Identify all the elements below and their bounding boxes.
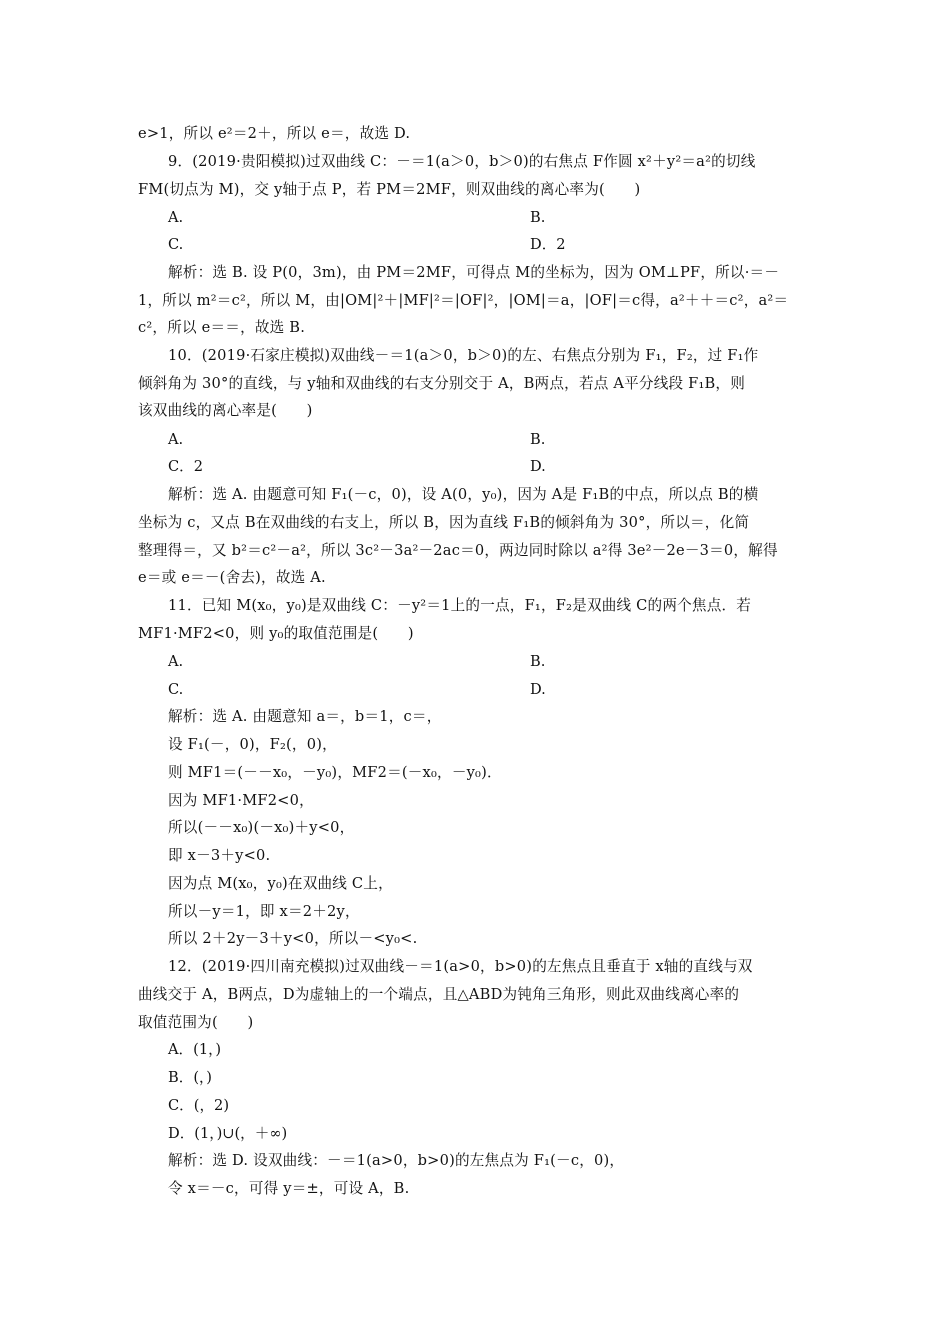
text-line: 倾斜角为 30°的直线，与 y轴和双曲线的右支分别交于 A，B两点，若点 A平分线段 F₁B，则 <box>138 375 746 392</box>
text-line: 即 x－3＋y<0. <box>168 847 271 864</box>
text-line: FM(切点为 M)，交 y轴于点 P，若 PM＝2MF，则双曲线的离心率为( ) <box>138 181 641 198</box>
text-line: 所以 2＋2y－3＋y<0，所以－<y₀<. <box>168 930 418 947</box>
text-line: 设 F₁(－，0)，F₂(，0)， <box>168 736 337 753</box>
option-b: B. <box>530 431 546 448</box>
text-line: 曲线交于 A，B两点，D为虚轴上的一个端点，且△ABD为钝角三角形，则此双曲线离心率的 <box>138 986 740 1003</box>
question-9-stem: 9．(2019·贵阳模拟)过双曲线 C：－＝1(a＞0，b＞0)的右焦点 F作圆 x²＋y²＝a²的切线 <box>168 153 756 170</box>
option-a: A．(1，) <box>168 1041 222 1058</box>
option-b: B. <box>530 209 546 226</box>
option-c: C. <box>168 681 184 698</box>
solution-9: 解析：选 B. 设 P(0，3m)，由 PM＝2MF，可得点 M的坐标为，因为 OM⊥PF，所以·＝－ <box>168 264 780 281</box>
text-line: c²，所以 e＝＝，故选 B. <box>138 319 306 336</box>
option-c: C．2 <box>168 458 204 475</box>
text-line: 因为 MF1·MF2<0， <box>168 792 314 809</box>
solution-10: 解析：选 A. 由题意可知 F₁(－c，0)，设 A(0，y₀)，因为 A是 F₁B的中点，所以点 B的横 <box>168 486 759 503</box>
option-d: D．(1，)∪(，＋∞) <box>168 1125 288 1142</box>
option-d: D．2 <box>530 236 566 253</box>
option-a: A. <box>168 431 184 448</box>
text-line: e＝或 e＝－(舍去)，故选 A. <box>138 569 326 586</box>
question-10-stem: 10．(2019·石家庄模拟)双曲线－＝1(a＞0，b＞0)的左、右焦点分别为 F₁，F₂，过 F₁作 <box>168 347 759 364</box>
text-line: 令 x＝－c，可得 y＝±，可设 A，B. <box>168 1180 410 1197</box>
text-line: 1，所以 m²＝c²，所以 M，由|OM|²＋|MF|²＝|OF|²，|OM|＝a，|OF|＝c得，a²＋＋＝c²，a²＝ <box>138 292 789 309</box>
option-c: C. <box>168 236 184 253</box>
option-b: B. <box>530 653 546 670</box>
text-line: 因为点 M(x₀，y₀)在双曲线 C上， <box>168 875 393 892</box>
solution-11: 解析：选 A. 由题意知 a＝，b＝1，c＝， <box>168 708 442 725</box>
option-a: A. <box>168 209 184 226</box>
option-c: C．(，2) <box>168 1097 230 1114</box>
option-b: B．(，) <box>168 1069 212 1086</box>
text-line: e>1，所以 e²＝2＋，所以 e＝，故选 D. <box>138 125 411 142</box>
text-line: 则 MF1＝(－－x₀，－y₀)，MF2＝(－x₀，－y₀)． <box>168 764 502 781</box>
text-line: 所以－y＝1，即 x＝2＋2y， <box>168 903 360 920</box>
text-line: 该双曲线的离心率是( ) <box>138 402 313 419</box>
text-line: 取值范围为( ) <box>138 1014 254 1031</box>
text-line: MF1·MF2<0，则 y₀的取值范围是( ) <box>138 625 414 642</box>
solution-12: 解析：选 D. 设双曲线：－＝1(a>0，b>0)的左焦点为 F₁(－c，0)， <box>168 1152 625 1169</box>
option-d: D. <box>530 681 546 698</box>
text-line: 坐标为 c，又点 B在双曲线的右支上，所以 B，因为直线 F₁B的倾斜角为 30°，所以＝，化简 <box>138 514 750 531</box>
text-line: 整理得＝，又 b²＝c²－a²，所以 3c²－3a²－2ac＝0，两边同时除以 a²得 3e²－2e－3＝0，解得 <box>138 542 778 559</box>
question-12-stem: 12．(2019·四川南充模拟)过双曲线－＝1(a>0，b>0)的左焦点且垂直于 x轴的直线与双 <box>168 958 753 975</box>
text-line: 所以(－－x₀)(－x₀)＋y<0， <box>168 819 355 836</box>
question-11-stem: 11．已知 M(x₀，y₀)是双曲线 C：－y²＝1上的一点，F₁，F₂是双曲线 C的两个焦点．若 <box>168 597 752 614</box>
option-a: A. <box>168 653 184 670</box>
option-d: D. <box>530 458 546 475</box>
